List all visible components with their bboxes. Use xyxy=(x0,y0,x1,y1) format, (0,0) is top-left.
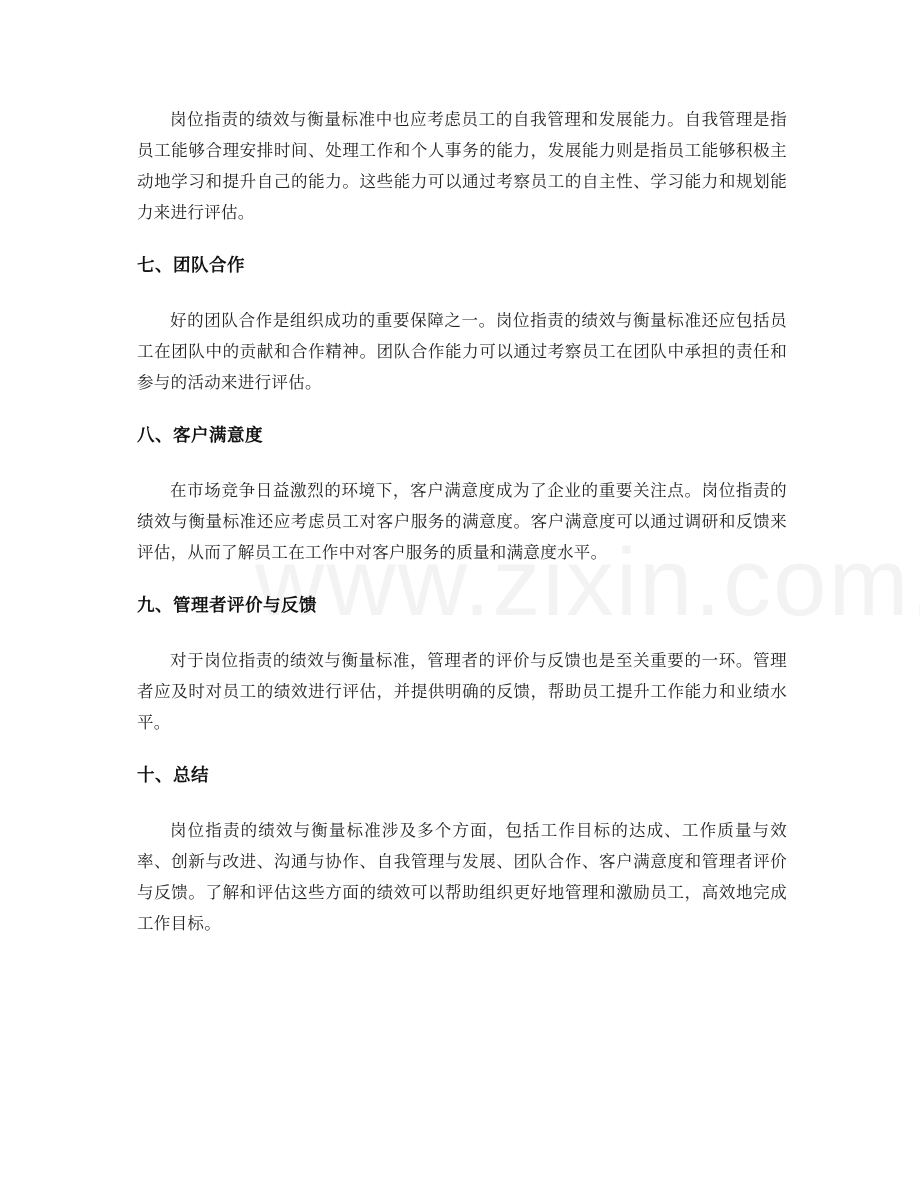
section-paragraph-customer-satisfaction: 在市场竞争日益激烈的环境下，客户满意度成为了企业的重要关注点。岗位指责的绩效与衡量标准还应考虑员工对客户服务的满意度。客户满意度可以通过调研和反馈来评估，从而了解员工在工作中对客户服务的质量和满意度水平。 xyxy=(137,481,787,562)
section-heading-summary: 十、总结 xyxy=(137,766,209,786)
section-paragraph-summary: 岗位指责的绩效与衡量标准涉及多个方面，包括工作目标的达成、工作质量与效率、创新与改进、沟通与协作、自我管理与发展、团队合作、客户满意度和管理者评价与反馈。了解和评估这些方面的绩效可以帮助组织更好地管理和激励员工，高效地完成工作目标。 xyxy=(137,821,787,933)
section-heading-manager-feedback: 九、管理者评价与反馈 xyxy=(137,596,317,616)
document-body xyxy=(137,104,787,962)
section-heading-customer-satisfaction: 八、客户满意度 xyxy=(137,426,263,446)
section-paragraph-team-cooperation: 好的团队合作是组织成功的重要保障之一。岗位指责的绩效与衡量标准还应包括员工在团队中的贡献和合作精神。团队合作能力可以通过考察员工在团队中承担的责任和参与的活动来进行评估。 xyxy=(137,311,787,392)
section-paragraph-manager-feedback: 对于岗位指责的绩效与衡量标准，管理者的评价与反馈也是至关重要的一环。管理者应及时对员工的绩效进行评估，并提供明确的反馈，帮助员工提升工作能力和业绩水平。 xyxy=(137,651,787,732)
intro-paragraph: 岗位指责的绩效与衡量标准中也应考虑员工的自我管理和发展能力。自我管理是指员工能够合理安排时间、处理工作和个人事务的能力，发展能力则是指员工能够积极主动地学习和提升自己的能力。这些能力可以通过考察员工的自主性、学习能力和规划能力来进行评估。 xyxy=(137,110,787,222)
section-heading-team-cooperation: 七、团队合作 xyxy=(137,256,245,276)
